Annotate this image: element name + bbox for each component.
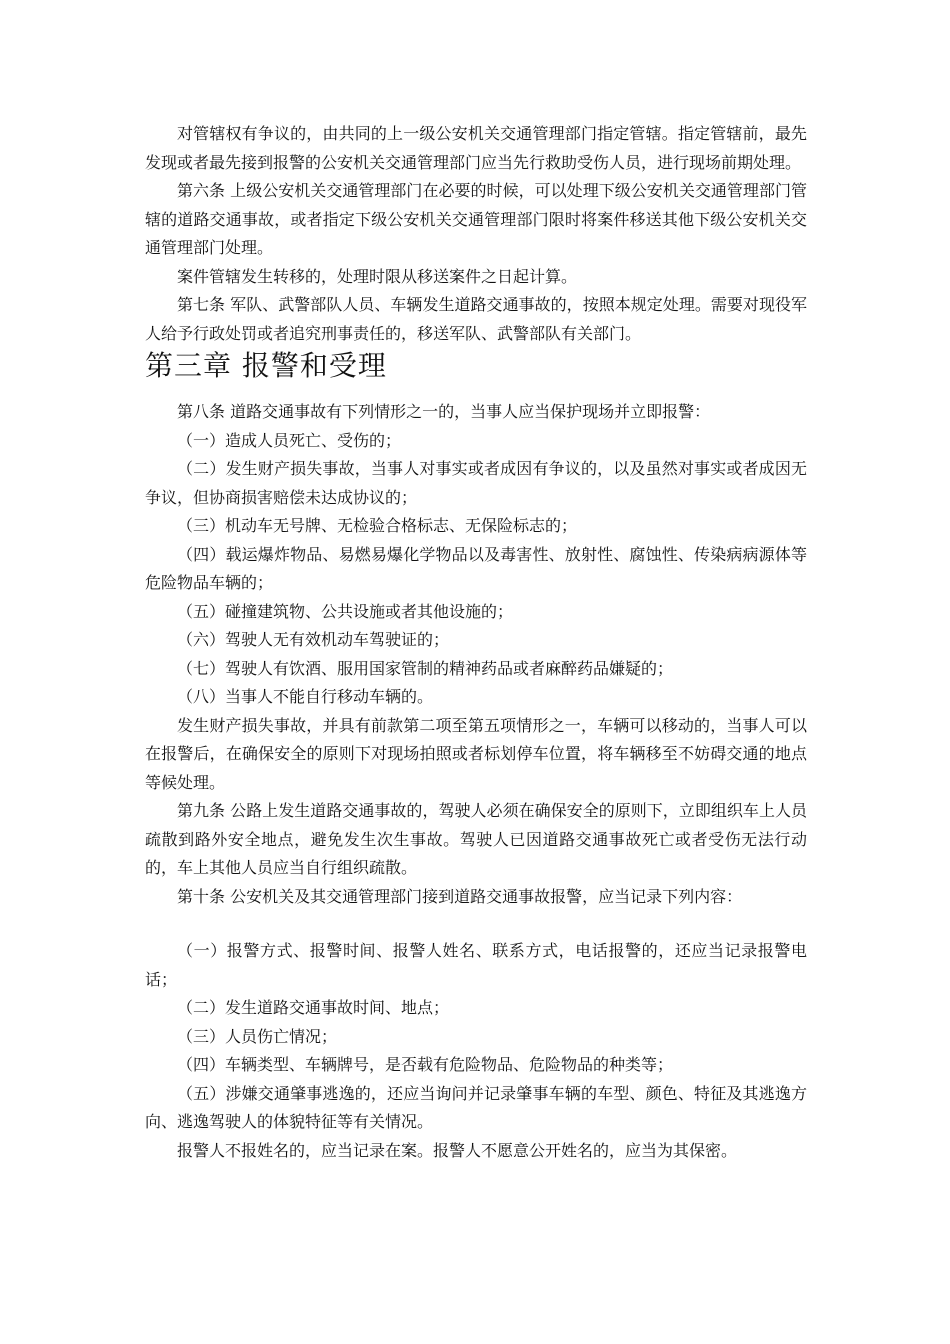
article-8-item: （四）载运爆炸物品、易燃易爆化学物品以及毒害性、放射性、腐蚀性、传染病病源体等危险物品车辆的； <box>145 544 807 592</box>
article-8-item: （八）当事人不能自行移动车辆的。 <box>177 687 434 706</box>
paragraph-article-7: 第七条 军队、武警部队人员、车辆发生道路交通事故的，按照本规定处理。需要对现役军人给予行政处罚或者追究刑事责任的，移送军队、武警部队有关部门。 <box>145 295 807 343</box>
paragraph-article-10-closing: 报警人不报姓名的，应当记录在案。报警人不愿意公开姓名的，应当为其保密。 <box>177 1140 738 1160</box>
article-10-item: （五）涉嫌交通肇事逃逸的，还应当询问并记录肇事车辆的车型、颜色、特征及其逃逸方向、逃逸驾驶人的体貌特征等有关情况。 <box>145 1083 807 1131</box>
paragraph-case-transfer: 案件管辖发生转移的，处理时限从移送案件之日起计算。 <box>177 266 578 286</box>
paragraph-article-8-intro: 第八条 道路交通事故有下列情形之一的，当事人应当保护现场并立即报警： <box>177 402 711 421</box>
article-10-item: （三）人员伤亡情况； <box>177 1026 338 1046</box>
blank-line <box>145 911 807 937</box>
article-8-item: （三）机动车无号牌、无检验合格标志、无保险标志的； <box>177 516 578 535</box>
paragraph-jurisdiction-dispute: 对管辖权有争议的，由共同的上一级公安机关交通管理部门指定管辖。指定管辖前，最先发现或者最先接到报警的公安机关交通管理部门应当先行救助受伤人员，进行现场前期处理。 <box>145 124 807 172</box>
article-8-item: （二）发生财产损失事故，当事人对事实或者成因有争议的，以及虽然对事实或者成因无争议，但协商损害赔偿未达成协议的； <box>145 459 807 507</box>
article-8-item: （一）造成人员死亡、受伤的； <box>177 430 402 450</box>
paragraph-article-9: 第九条 公路上发生道路交通事故的，驾驶人必须在确保安全的原则下，立即组织车上人员疏散到路外安全地点，避免发生次生事故。驾驶人已因道路交通事故死亡或者受伤无法行动的，车上其他人员应当自行组织疏散。 <box>145 801 807 877</box>
article-10-item: （一）报警方式、报警时间、报警人姓名、联系方式，电话报警的，还应当记录报警电话； <box>145 941 807 989</box>
article-10-item: （二）发生道路交通事故时间、地点； <box>177 998 450 1017</box>
article-8-item: （五）碰撞建筑物、公共设施或者其他设施的； <box>177 601 514 621</box>
document-page <box>145 120 807 1165</box>
paragraph-article-10-intro: 第十条 公安机关及其交通管理部门接到道路交通事故报警，应当记录下列内容： <box>177 886 743 906</box>
paragraph-article-8-closing: 发生财产损失事故，并具有前款第二项至第五项情形之一，车辆可以移动的，当事人可以在报警后，在确保安全的原则下对现场拍照或者标划停车位置，将车辆移至不妨碍交通的地点等候处理。 <box>145 715 807 792</box>
paragraph-article-6: 第六条 上级公安机关交通管理部门在必要的时候，可以处理下级公安机关交通管理部门管辖的道路交通事故，或者指定下级公安机关交通管理部门限时将案件移送其他下级公安机关交通管理部门处理。 <box>145 181 807 257</box>
article-8-item: （六）驾驶人无有效机动车驾驶证的； <box>177 630 450 649</box>
chapter-title: 第三章 报警和受理 <box>145 349 387 382</box>
article-8-item: （七）驾驶人有饮酒、服用国家管制的精神药品或者麻醉药品嫌疑的； <box>177 658 674 678</box>
article-10-item: （四）车辆类型、车辆牌号，是否载有危险物品、危险物品的种类等； <box>177 1055 674 1074</box>
